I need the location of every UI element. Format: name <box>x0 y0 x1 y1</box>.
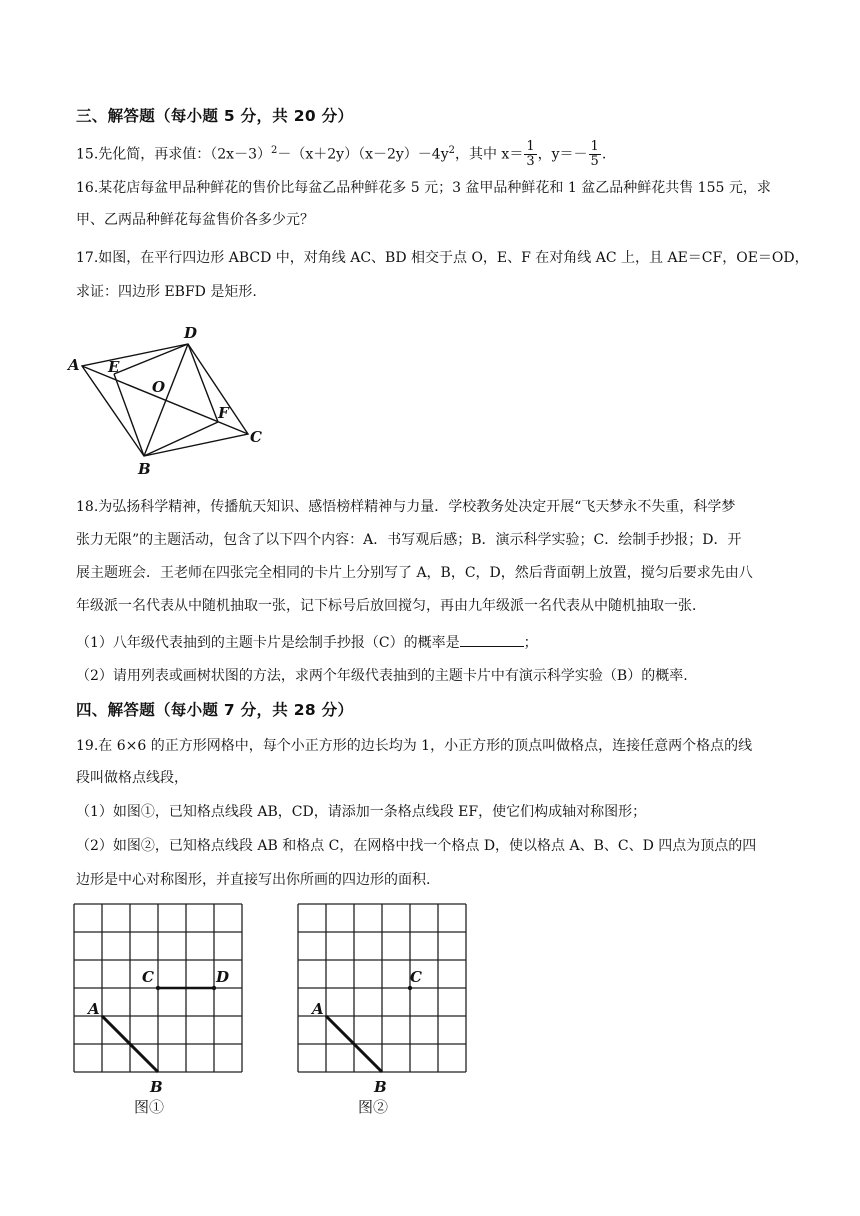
fig1-label-b: B <box>150 1078 163 1096</box>
question-16-line-1: 16.某花店每盆甲品种鲜花的售价比每盆乙品种鲜花多 5 元；3 盆甲品种鲜花和 1 盆乙品种鲜花共售 155 元，求 <box>76 180 771 196</box>
fraction-x: $\frac{1}{3}$ <box>526 139 535 169</box>
fig1-label-a: A <box>88 1000 100 1018</box>
question-18-line-3: 展主题班会．王老师在四张完全相同的卡片上分别写了 A，B，C，D，然后背面朝上放置，搅匀后要求先由八 <box>76 565 753 581</box>
fraction-y: $\frac{1}{5}$ <box>590 139 599 169</box>
section-3-title: 三、解答题（每小题 5 分，共 20 分） <box>76 107 354 125</box>
question-18-sub-2: （2）请用列表或画树状图的方法，求两个年级代表抽到的主题卡片中有演示科学实验（B）的概率. <box>76 668 688 684</box>
question-15: 15.先化简，再求值：$(2x-3)^2-(x+2y)(x-2y)-4y^2$，其中 x＝ $\frac{1}{3}$ ，y＝－ $\frac{1}{5}$ . <box>76 139 607 169</box>
question-18-sub-1: （1）八年级代表抽到的主题卡片是绘制手抄报（C）的概率是 ； <box>76 632 538 653</box>
question-16-line-2: 甲、乙两品种鲜花每盆售价各多少元？ <box>76 212 314 228</box>
question-19-line-2: 段叫做格点线段， <box>76 770 188 786</box>
label-e: E <box>108 358 120 376</box>
question-17-line-1: 17.如图，在平行四边形 ABCD 中，对角线 AC、BD 相交于点 O，E、F 在对角线 AC 上，且 AE＝CF，OE＝OD， <box>76 250 809 266</box>
question-18-line-2: 张力无限”的主题活动，包含了以下四个内容：A．书写观后感；B．演示科学实验；C．绘制手抄报；D．开 <box>76 532 742 548</box>
question-19-sub-1: （1）如图①，已知格点线段 AB，CD，请添加一条格点线段 EF，使它们构成轴对称图形； <box>76 804 647 820</box>
fig2-label-c: C <box>410 968 422 986</box>
fig2-label-a: A <box>312 1000 324 1018</box>
fig1-label-d: D <box>216 968 230 986</box>
grid-figure-2 <box>290 896 480 1118</box>
fig1-caption: 图① <box>134 1098 165 1116</box>
fig2-label-b: B <box>374 1078 387 1096</box>
question-19-sub-2b: 边形是中心对称图形，并直接写出你所画的四边形的面积. <box>76 872 431 888</box>
answer-blank[interactable] <box>460 632 524 647</box>
fig1-label-c: C <box>142 968 154 986</box>
question-19-sub-2: （2）如图②，已知格点线段 AB 和格点 C，在网格中找一个格点 D，使以格点 A、B、C、D 四点为顶点的四 <box>76 838 757 854</box>
question-18-line-4: 年级派一名代表从中随机抽取一张，记下标号后放回搅匀，再由九年级派一名代表从中随机抽取一张． <box>76 598 706 614</box>
question-18-line-1: 18.为弘扬科学精神，传播航天知识、感悟榜样精神与力量．学校教务处决定开展“飞天梦永不失重，科学梦 <box>76 499 736 515</box>
label-d: D <box>184 324 198 342</box>
label-o: O <box>152 378 166 396</box>
question-17-line-2: 求证：四边形 EBFD 是矩形. <box>76 284 257 300</box>
label-b: B <box>138 460 151 478</box>
label-a: A <box>68 356 80 374</box>
label-c: C <box>250 428 262 446</box>
segment-eb <box>114 374 144 456</box>
question-19-line-1: 19.在 6×6 的正方形网格中，每个小正方形的边长均为 1，小正方形的顶点叫做格点，连接任意两个格点的线 <box>76 738 753 754</box>
section-4-title: 四、解答题（每小题 7 分，共 28 分） <box>76 701 354 719</box>
grid-figure-1 <box>66 896 256 1118</box>
parallelogram-figure <box>60 318 280 478</box>
label-f: F <box>218 404 229 422</box>
segment-ed <box>114 344 188 374</box>
fig2-caption: 图② <box>358 1098 389 1116</box>
diagonal-ac <box>82 366 248 434</box>
